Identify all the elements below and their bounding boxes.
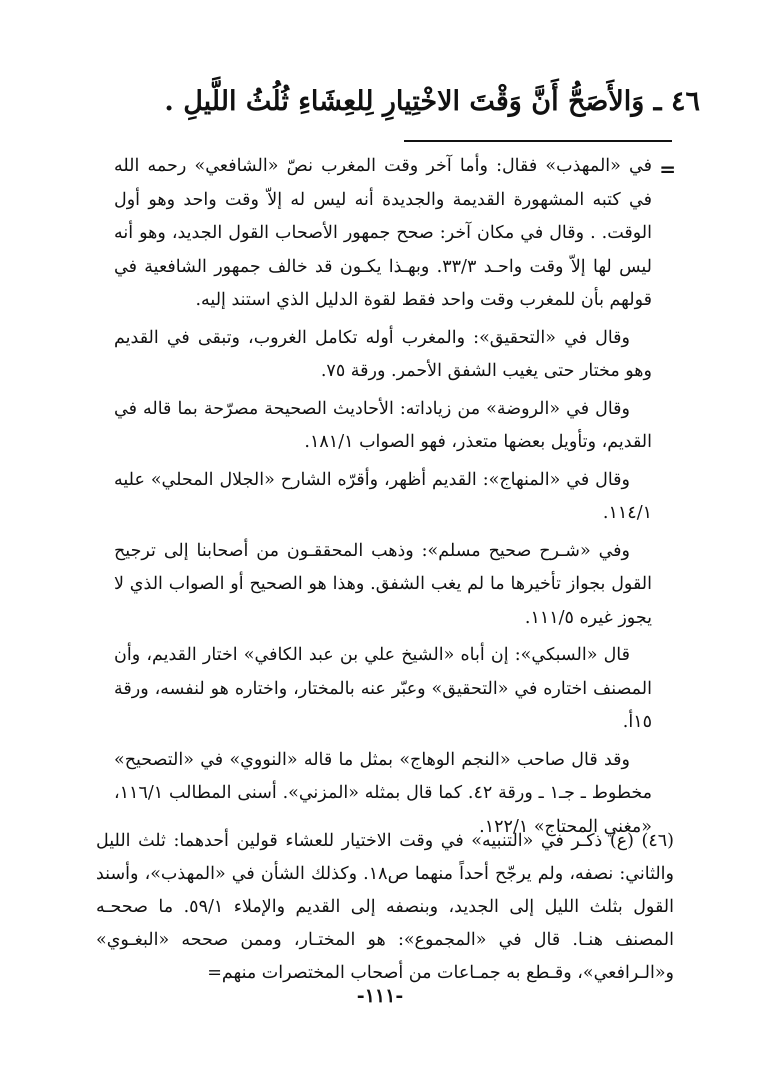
footnote-separator xyxy=(404,140,672,142)
note-paragraph: وقال في «الروضة» من زياداته: الأحاديث الصحيحة مصرّحة بما قاله في القديم، وتأويل بعضها متعذر، فهو الصواب ١٨١/١. xyxy=(114,398,652,452)
note-paragraph: وقال في «التحقيق»: والمغرب أوله تكامل الغروب، وتبقى في القديم وهو مختار حتى يغيب الشفق الأحمر. ورقة ٧٥. xyxy=(114,327,652,381)
note-paragraph: وقال في «المنهاج»: القديم أظهر، وأقرّه الشارح «الجلال المحلي» عليه ١١٤/١. xyxy=(114,469,652,523)
note-paragraph: في «المهذب» فقال: وأما آخر وقت المغرب نصّ «الشافعي» رحمه الله في كتبه المشهورة القديمة والجديدة أنه ليس له إلاّ وقت واحد وهو أول الوقت. . وقال في مكان آخر: صحح جمهور الأصحاب القول الجديد، وهو أنه ليس لها إلاّ وقت واحـد ٣٣/٣. وبهـذا يكـون قد خالف جمهور الشافعية في قولهم بأن للمغرب وقت واحد فقط لقوة الدليل الذي استند إليه. xyxy=(114,156,652,310)
page-number: -١١١- xyxy=(356,985,404,1007)
continuation-mark: = xyxy=(659,157,676,181)
main-text-heading: ٤٦ ـ وَالأَصَحُّ أَنَّ وَقْتَ الاخْتِيارِ لِلعِشَاءِ ثُلُثُ اللَّيلِ . xyxy=(164,86,700,117)
footnotes-block xyxy=(114,150,652,848)
note-paragraph: قال «السبكي»: إن أباه «الشيخ علي بن عبد الكافي» اختار القديم، وأن المصنف اختاره في «التحقيق» وعبّر عنه بالمختار، واختاره هو لنفسه، ورقة ١٥أ. xyxy=(114,645,652,732)
note-paragraph: وقد قال صاحب «النجم الوهاج» بمثل ما قاله «النووي» في «التصحيح» مخطوط ـ جـ١ ـ ورقة ٤٢. كما قال بمثله «المزني». أسنى المطالب ١١٦/١، «مغني المحتاج» ١٢٢/١. xyxy=(114,749,652,837)
note-46-paragraph: (٤٦) (ع) ذكـر في «التنبيه» في وقت الاختيار للعشاء قولين أحدهما: ثلث الليل والثاني: نصفه، ولم يرجّح أحداً منهما ص١٨. وكذلك الشأن في «المهذب»، وأسند القول بثلث الليل إلى الجديد، وبنصفه إلى القديم والإملاء ٥٩/١. ما صححـه المصنف هنـا. قال في «المجموع»: هو المختـار، وممن صححه «البغـوي» و«الـرافعي»، وقـطع به جمـاعات من أصحاب المختصرات منهم= xyxy=(96,831,674,983)
footnote-46 xyxy=(96,825,674,994)
note-paragraph: وفي «شـرح صحيح مسلم»: وذهب المحققـون من أصحابنا إلى ترجيح القول بجواز تأخيرها ما لم يغب الشفق. وهذا هو الصحيح أو الصواب الذي لا يجوز غيره ١١١/٥. xyxy=(114,540,652,628)
